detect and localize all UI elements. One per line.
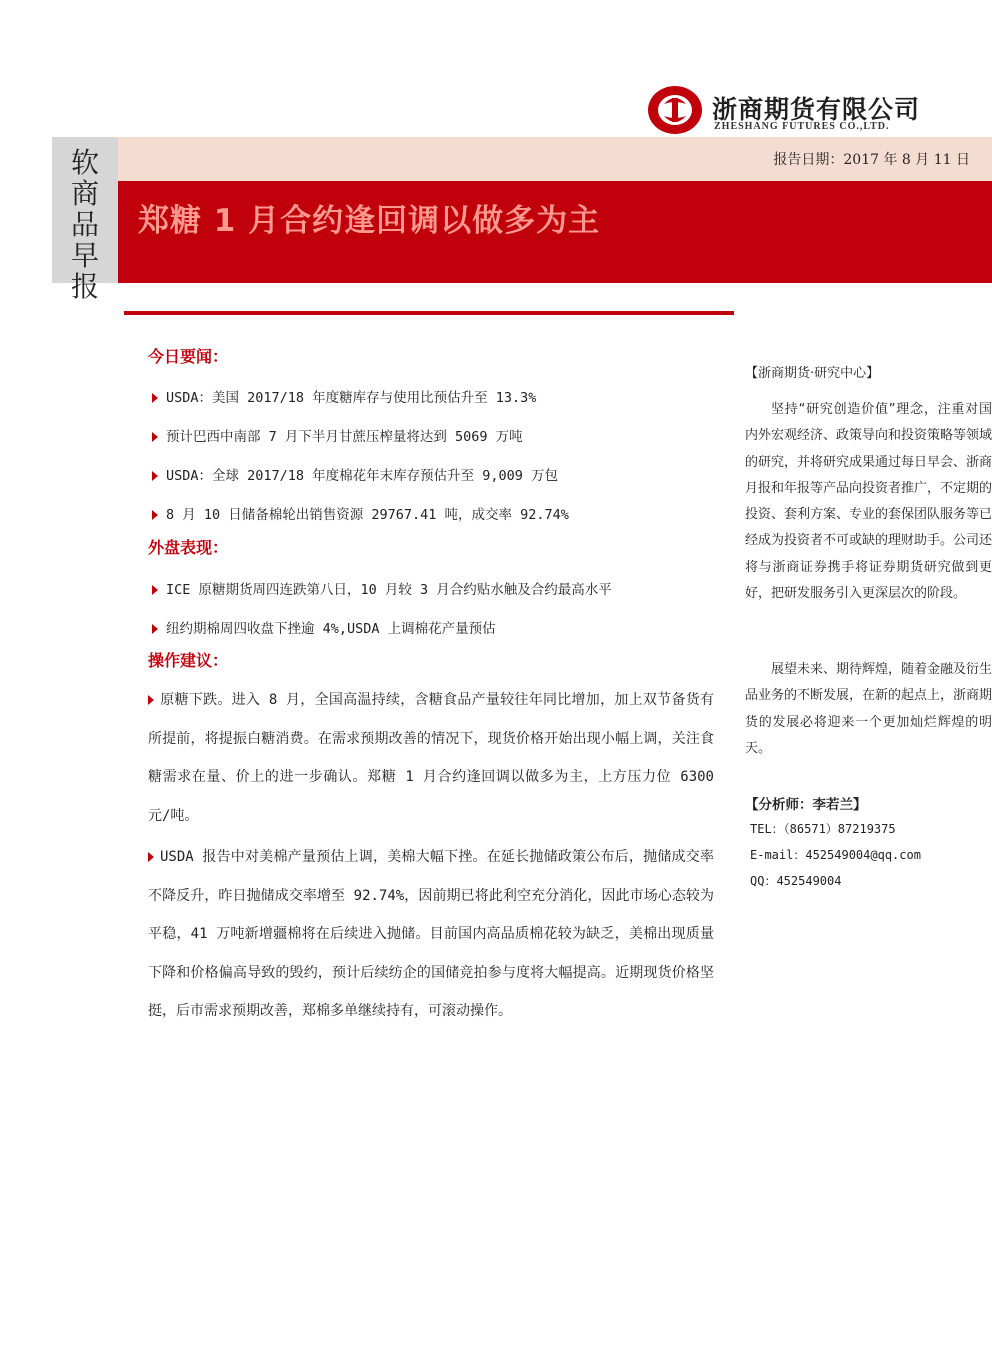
advice-text: 原糖下跌。进入 8 月，全国高温持续，含糖食品产量较往年同比增加，加上双节备货有所提前，将提振白糖消费。在需求预期改善的情况下，现货价格开始出现小幅上调，关注食糖需求在量、价上的进一步确认。郑糖 1 月合约逢回调以做多为主，上方压力位 6300 元/吨。	[148, 692, 714, 824]
bullet-arrow-icon	[152, 510, 158, 520]
report-type-text: 软 商 品 早 报	[70, 146, 99, 303]
company-logo-icon	[646, 84, 704, 136]
news-item-text: USDA：全球 2017/18 年度棉花年末库存预估升至 9,009 万包	[166, 468, 559, 484]
analyst-qq: QQ：452549004	[750, 874, 842, 888]
external-item-text: 纽约期棉周四收盘下挫逾 4%,USDA 上调棉花产量预估	[166, 621, 496, 637]
section-divider	[124, 311, 734, 315]
date-strip	[118, 137, 992, 181]
analyst-label: 【分析师：李若兰】	[745, 797, 867, 813]
report-title: 郑糖 1 月合约逢回调以做多为主	[138, 203, 601, 239]
news-item-text: 8 月 10 日储备棉轮出销售资源 29767.41 吨，成交率 92.74%	[166, 507, 569, 523]
news-item	[152, 386, 536, 406]
company-name-en: ZHESHANG FUTURES CO.,LTD.	[714, 121, 890, 132]
company-name-cn: 浙商期货有限公司	[712, 95, 921, 124]
bullet-arrow-icon	[152, 432, 158, 442]
company-logo	[646, 84, 946, 138]
title-banner	[118, 181, 992, 283]
report-date: 报告日期：2017 年 8 月 11 日	[773, 152, 970, 168]
advice-paragraph-cotton	[148, 838, 714, 1031]
analyst-tel: TEL：（86571）87219375	[750, 822, 896, 836]
advice-paragraph-sugar	[148, 681, 714, 835]
external-item	[152, 617, 496, 637]
today-news-heading: 今日要闻：	[148, 347, 229, 366]
external-item-text: ICE 原糖期货周四连跌第八日，10 月较 3 月合约贴水触及合约最高水平	[166, 582, 612, 598]
news-item	[152, 464, 558, 484]
news-item-text: USDA：美国 2017/18 年度糖库存与使用比预估升至 13.3%	[166, 390, 537, 406]
bullet-arrow-icon	[148, 695, 154, 705]
report-type-label	[52, 147, 118, 302]
news-item	[152, 503, 569, 523]
external-item	[152, 578, 612, 598]
research-center-outlook: 展望未来、期待辉煌，随着金融及衍生品业务的不断发展，在新的起点上，浙商期货的发展必将迎来一个更加灿烂辉煌的明天。	[745, 662, 992, 756]
research-center-label: 【浙商期货·研究中心】	[745, 366, 880, 381]
news-item	[152, 425, 523, 445]
bullet-arrow-icon	[152, 585, 158, 595]
external-market-heading: 外盘表现：	[148, 538, 229, 557]
bullet-arrow-icon	[152, 471, 158, 481]
bullet-arrow-icon	[152, 393, 158, 403]
news-item-text: 预计巴西中南部 7 月下半月甘蔗压榨量将达到 5069 万吨	[166, 429, 523, 445]
analyst-email: E-mail：452549004@qq.com	[750, 848, 921, 862]
report-type-tab	[52, 137, 118, 303]
bullet-arrow-icon	[148, 852, 154, 862]
advice-heading: 操作建议：	[148, 651, 229, 670]
advice-text: USDA 报告中对美棉产量预估上调，美棉大幅下挫。在延长抛储政策公布后，抛储成交率不降反升，昨日抛储成交率增至 92.74%，因前期已将此利空充分消化，因此市场心态较为平稳，41 万吨新增疆棉将在后续进入抛储。目前国内高品质棉花较为缺乏，美棉出现质量下降和价格偏高导致的毁约，预计后续纺企的国储竞拍参与度将大幅提高。近期现货价格坚挺，后市需求预期改善，郑棉多单继续持有，可滚动操作。	[148, 849, 714, 1019]
research-center-intro: 坚持“研究创造价值”理念，注重对国内外宏观经济、政策导向和投资策略等领域的研究，并将研究成果通过每日早会、浙商月报和年报等产品向投资者推广，不定期的投资、套利方案、专业的套保团队服务等已经成为投资者不可或缺的理财助手。公司还将与浙商证券携手将证券期货研究做到更好，把研发服务引入更深层次的阶段。	[745, 402, 992, 602]
bullet-arrow-icon	[152, 624, 158, 634]
